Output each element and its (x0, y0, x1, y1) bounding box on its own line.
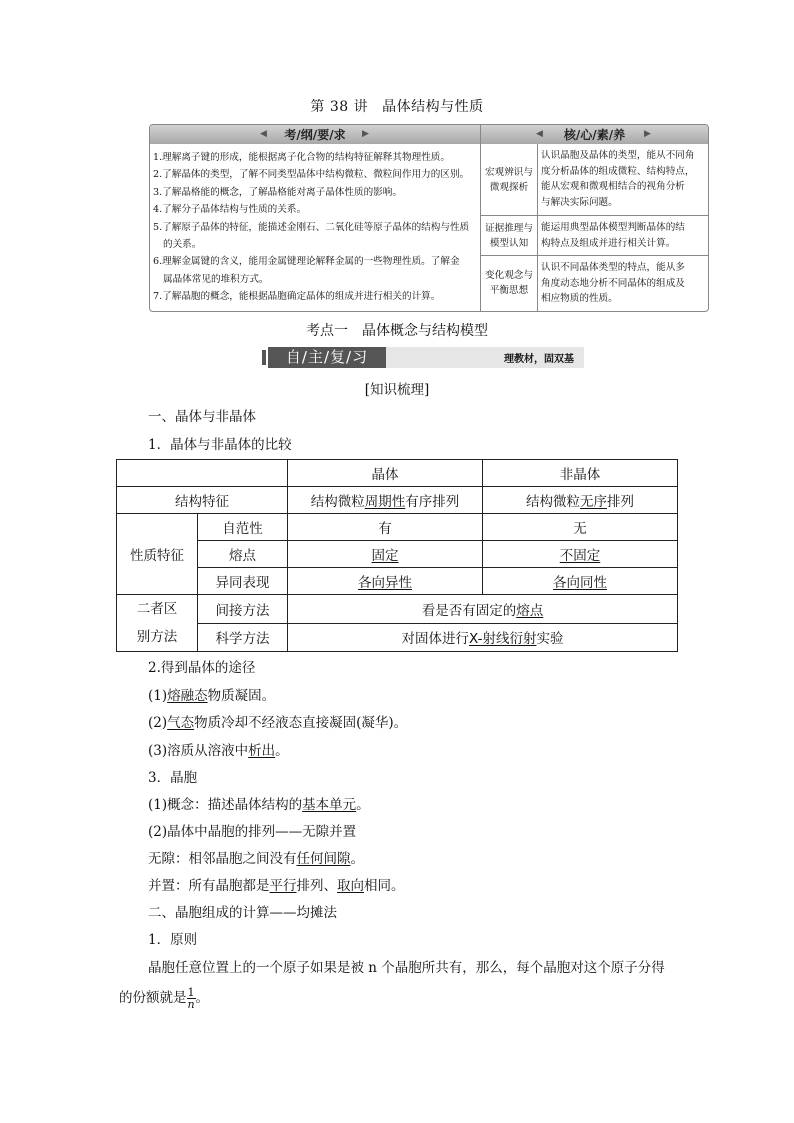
table-row (117, 541, 678, 568)
literacy-text: 认识不同晶体类型的特点，能从多 角度动态地分析不同晶体的组成及 相应物质的性质。 (541, 262, 685, 304)
requirement-item-continued: 的关系。 (163, 239, 202, 251)
requirements-header (150, 125, 480, 144)
banner-subtitle: 理教材，固双基 (504, 354, 574, 365)
section-title: 考点一 晶体概念与结构模型 (306, 323, 488, 339)
requirements-label: 考/纲/要/求 (284, 128, 346, 142)
requirement-item: 5.了解原子晶体的特征，能描述金刚石、二氧化硅等原子晶体的结构与性质 (153, 221, 470, 233)
banner-label: 自/主/复/习 (268, 347, 386, 368)
right-arrow-icon: ▶ (644, 129, 651, 139)
table-header-amorphous: 非晶体 (483, 460, 678, 487)
table-row-header: 科学方法 (198, 623, 288, 652)
literacy-text: 认识晶胞及晶体的类型，能从不同角 度分析晶体的组成微粒、结构特点， 能从宏观和微观相结合的视角分析 与解决实际问题。 (541, 150, 695, 208)
lecture-number: 第 38 讲 (310, 99, 369, 115)
literacy-text: 能运用典型晶体模型判断晶体的结 构特点及组成并进行相关计算。 (541, 222, 685, 249)
table-cell: 对固体进行X-射线衍射实验 (288, 623, 678, 652)
table-row-header: 异同表现 (198, 568, 288, 595)
comparison-table (116, 459, 678, 652)
table-cell: 无 (483, 514, 678, 541)
left-arrow-icon: ◀ (260, 129, 267, 139)
page-title (0, 96, 794, 116)
table-cell: 各向同性 (483, 568, 678, 595)
table-row (117, 460, 678, 487)
requirement-item: 7.了解晶胞的概念，能根据晶胞确定晶体的组成并进行相关的计算。 (153, 291, 441, 303)
heading-1: 一、晶体与非晶体 (148, 409, 256, 425)
table-cell (117, 460, 288, 487)
requirement-item: 4.了解分子晶体结构与性质的关系。 (153, 204, 307, 216)
table-cell: 有 (288, 514, 483, 541)
requirement-item: 2.了解晶体的类型，了解不同类型晶体中结构微粒、微粒间作用力的区别。 (153, 169, 470, 181)
heading-3: 3．晶胞 (148, 770, 198, 786)
table-row-header: 间接方法 (198, 595, 288, 624)
table-row-header: 熔点 (198, 541, 288, 568)
table-cell: 各向异性 (288, 568, 483, 595)
way-item: (2)气态物质冷却不经液态直接凝固(凝华)。 (148, 715, 408, 731)
way-item: (3)溶质从溶液中析出。 (148, 743, 289, 759)
knowledge-tag: [知识梳理] (364, 382, 430, 398)
parallel-line: 并置：所有晶胞都是平行排列、取向相同。 (148, 878, 405, 894)
table-row (117, 487, 678, 514)
principle-text-end: 的份额就是 $\frac{1}{n}$ 。 (119, 986, 209, 1011)
heading-1-1: 1．晶体与非晶体的比较 (148, 437, 292, 453)
table-group-header: 二者区 别方法 (117, 595, 198, 652)
requirement-item-continued: 属晶体常见的堆积方式。 (163, 273, 269, 285)
literacy-label: 核/心/素/养 (563, 128, 626, 142)
right-arrow-icon: ▶ (362, 129, 369, 139)
table-cell: 看是否有固定的熔点 (288, 595, 678, 624)
heading-2: 2.得到晶体的途径 (148, 660, 256, 676)
self-study-banner (268, 347, 584, 368)
table-row-header: 结构特征 (117, 487, 288, 514)
requirement-item: 1.理解离子键的形成，能根据离子化合物的结构特征解释其物理性质。 (153, 152, 450, 163)
table-group-header: 性质特征 (117, 514, 198, 595)
table-row (117, 623, 678, 652)
table-cell: 不固定 (483, 541, 678, 568)
cell-concept: (1)概念：描述晶体结构的基本单元。 (148, 797, 370, 813)
literacy-head: 变化观念与 平衡思想 (485, 270, 533, 296)
table-cell: 结构微粒周期性有序排列 (288, 487, 483, 514)
literacy-row (481, 216, 708, 256)
heading-calc: 二、晶胞组成的计算——均摊法 (148, 905, 337, 921)
table-row (117, 595, 678, 624)
no-gap-line: 无隙：相邻晶胞之间没有任何间隙。 (148, 851, 364, 867)
requirements-list (153, 149, 477, 306)
literacy-head: 宏观辨识与 微观探析 (485, 167, 533, 193)
table-row (117, 514, 678, 541)
requirement-item: 6.理解金属键的含义，能用金属键理论解释金属的一些物理性质。了解金 (153, 256, 460, 268)
table-header-crystal: 晶体 (288, 460, 483, 487)
literacy-head: 证据推理与 模型认知 (485, 223, 533, 249)
table-cell: 固定 (288, 541, 483, 568)
literacy-header (481, 125, 708, 144)
left-arrow-icon: ◀ (536, 129, 543, 139)
literacy-row (481, 256, 708, 311)
table-row (117, 568, 678, 595)
literacy-row (481, 144, 708, 216)
table-row-header: 自范性 (198, 514, 288, 541)
requirement-item: 3.了解晶格能的概念，了解晶格能对离子晶体性质的影响。 (153, 186, 402, 198)
principle-text: 晶胞任意位置上的一个原子如果是被 n 个晶胞所共有，那么，每个晶胞对这个原子分得 (148, 960, 665, 976)
table-cell: 结构微粒无序排列 (483, 487, 678, 514)
heading-principle: 1．原则 (148, 932, 198, 948)
lecture-topic: 晶体结构与性质 (382, 99, 484, 115)
fraction: $\frac{1}{n}$ (187, 986, 195, 1011)
cell-arrangement: (2)晶体中晶胞的排列——无隙并置 (148, 824, 357, 840)
requirements-box (149, 124, 709, 312)
way-item: (1)熔融态物质凝固。 (148, 688, 276, 704)
